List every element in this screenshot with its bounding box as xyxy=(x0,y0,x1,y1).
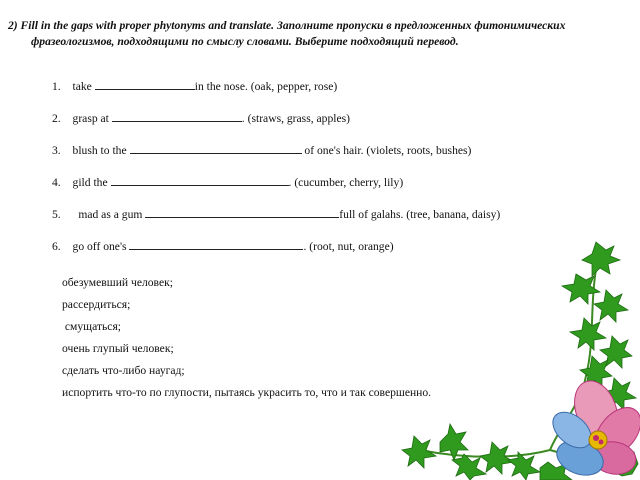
exercise-text-before: take xyxy=(72,80,95,93)
exercise-text-before: go off one's xyxy=(72,240,130,253)
exercise-item-4 xyxy=(52,176,403,189)
exercise-item-5 xyxy=(52,208,500,221)
answer-blank[interactable] xyxy=(111,176,289,186)
exercise-number: 1. xyxy=(52,80,61,93)
exercise-text-after: . (straws, grass, apples) xyxy=(241,112,350,125)
exercise-number: 6. xyxy=(52,240,61,253)
translation-option-5: сделать что-либо наугад; xyxy=(62,364,185,377)
exercise-number: 2. xyxy=(52,112,61,125)
answer-blank[interactable] xyxy=(145,208,339,218)
exercise-item-2 xyxy=(52,112,350,125)
exercise-text-after: . (cucumber, cherry, lily) xyxy=(288,176,404,189)
exercise-item-3 xyxy=(52,144,471,157)
exercise-item-6 xyxy=(52,240,394,253)
exercise-text-after: full of galahs. (tree, banana, daisy) xyxy=(339,208,501,221)
exercise-text-before: gild the xyxy=(72,176,111,189)
task-heading-line-1: 2) Fill in the gaps with proper phytonyms and translate. Заполните пропуски в предложенных фитонимических xyxy=(8,19,566,32)
translation-option-6: испортить что-то по глупости, пытаясь украсить то, что и так совершенно. xyxy=(62,386,432,399)
flower-corner-decoration xyxy=(400,236,640,480)
exercise-item-1 xyxy=(52,80,337,93)
answer-blank[interactable] xyxy=(130,144,302,154)
translation-option-3: смущаться; xyxy=(62,320,122,333)
translation-option-2: рассердиться; xyxy=(62,298,131,311)
exercise-text-after: in the nose. (oak, pepper, rose) xyxy=(194,80,338,93)
exercise-text-before: blush to the xyxy=(72,144,130,157)
exercise-number: 3. xyxy=(52,144,61,157)
exercise-text-after: of one's hair. (violets, roots, bushes) xyxy=(301,144,472,157)
exercise-text-before: grasp at xyxy=(72,112,112,125)
answer-blank[interactable] xyxy=(95,80,195,90)
translation-option-4: очень глупый человек; xyxy=(62,342,174,355)
answer-blank[interactable] xyxy=(112,112,242,122)
exercise-text-after: . (root, nut, orange) xyxy=(303,240,394,253)
translation-option-1: обезумевший человек; xyxy=(62,276,173,289)
exercise-text-before: mad as a gum xyxy=(72,208,146,221)
exercise-number: 5. xyxy=(52,208,61,221)
exercise-number: 4. xyxy=(52,176,61,189)
answer-blank[interactable] xyxy=(129,240,303,250)
task-heading xyxy=(8,18,640,50)
task-heading-line-2: фразеологизмов, подходящими по смыслу словами. Выберите подходящий перевод. xyxy=(31,35,459,48)
